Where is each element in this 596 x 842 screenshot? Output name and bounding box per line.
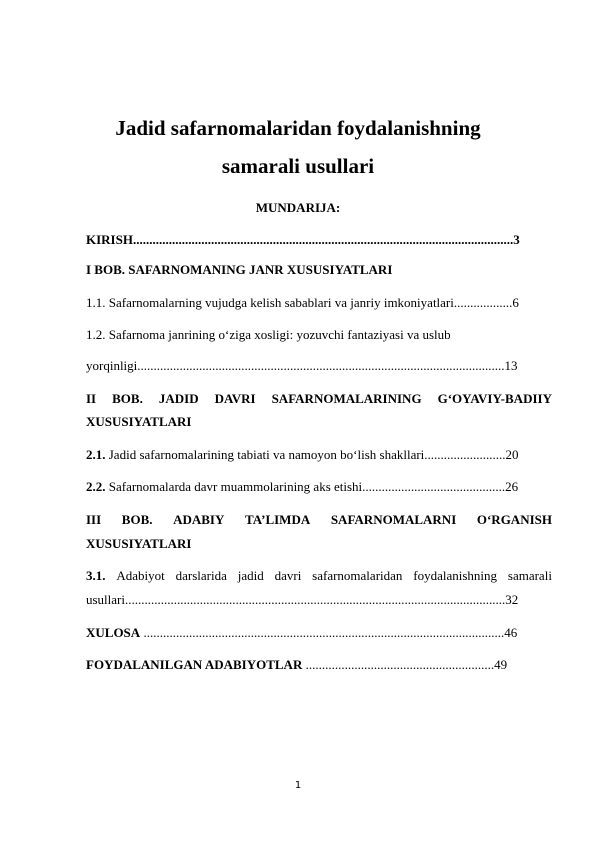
toc-item-text: Safarnomalarda davr muammolarining aks etishi............................................26 (105, 479, 519, 494)
toc-word: SAFARNOMALARINING (271, 391, 422, 406)
toc-item-text: Jadid safarnomalarining tabiati va namoyon bo‘lish shakllari.........................20 (105, 447, 519, 462)
toc-item-1-2-line2: yorqinligi.................................................................................................................13 (86, 358, 518, 373)
toc-chapter-3-line1 (86, 512, 552, 528)
toc-item-number: 3.1. (86, 568, 106, 583)
toc-word: samarali (507, 568, 552, 583)
toc-word: safarnomalaridan (312, 568, 403, 583)
toc-chapter-3-line2: XUSUSIYATLARI (86, 536, 192, 551)
toc-word: ADABIY (173, 512, 225, 527)
toc-word: Adabiyot (116, 568, 165, 583)
toc-item-1-2-line1: 1.2. Safarnoma janrining o‘ziga xosligi: yozuvchi fantaziyasi va uslub (86, 327, 451, 342)
toc-item-number: 2.1. (86, 447, 106, 462)
toc-word: jadid (237, 568, 264, 583)
toc-word: davri (274, 568, 302, 583)
toc-item-1-1: 1.1. Safarnomalarning vujudga kelish sabablari va janriy imkoniyatlari..................6 (86, 295, 519, 310)
toc-chapter-1: I BOB. SAFARNOMANING JANR XUSUSIYATLARI (86, 262, 393, 277)
toc-word: JADID (158, 391, 199, 406)
toc-item-3-1-line1 (86, 568, 552, 584)
toc-chapter-2-line1 (86, 391, 552, 407)
toc-kirish: KIRISH.....................................................................................................................3 (86, 232, 520, 247)
toc-references-dots: ..........................................................49 (302, 657, 508, 672)
toc-word: BOB. (121, 512, 153, 527)
toc-xulosa-dots: ...............................................................................................................46 (140, 625, 518, 640)
toc-item-2-2 (86, 479, 552, 495)
document-title-line1: Jadid safarnomalaridan foydalanishning (115, 116, 481, 140)
toc-word: darslarida (175, 568, 227, 583)
document-title-line2: samarali usullari (221, 154, 375, 178)
toc-chapter-2-line2: XUSUSIYATLARI (86, 414, 192, 429)
toc-word: TA’LIMDA (244, 512, 311, 527)
toc-word: II (86, 391, 97, 406)
toc-word: O‘RGANISH (476, 512, 552, 527)
toc-xulosa-label: XULOSA (86, 625, 141, 640)
page-number: 1 (294, 780, 302, 791)
contents-heading: MUNDARIJA: (255, 200, 341, 215)
toc-word: SAFARNOMALARNI (330, 512, 457, 527)
toc-item-3-1-line2: usullari.....................................................................................................................32 (86, 592, 519, 607)
toc-word: G‘OYAVIY-BADIIY (437, 391, 552, 406)
toc-references-label: FOYDALANILGAN ADABIYOTLAR (86, 657, 303, 672)
toc-word: DAVRI (214, 391, 256, 406)
toc-word: foydalanishning (413, 568, 498, 583)
toc-word: III (86, 512, 102, 527)
toc-item-2-1 (86, 447, 552, 463)
toc-word: BOB. (112, 391, 143, 406)
toc-references (86, 657, 552, 673)
toc-xulosa (86, 625, 552, 641)
toc-item-number: 2.2. (86, 479, 106, 494)
